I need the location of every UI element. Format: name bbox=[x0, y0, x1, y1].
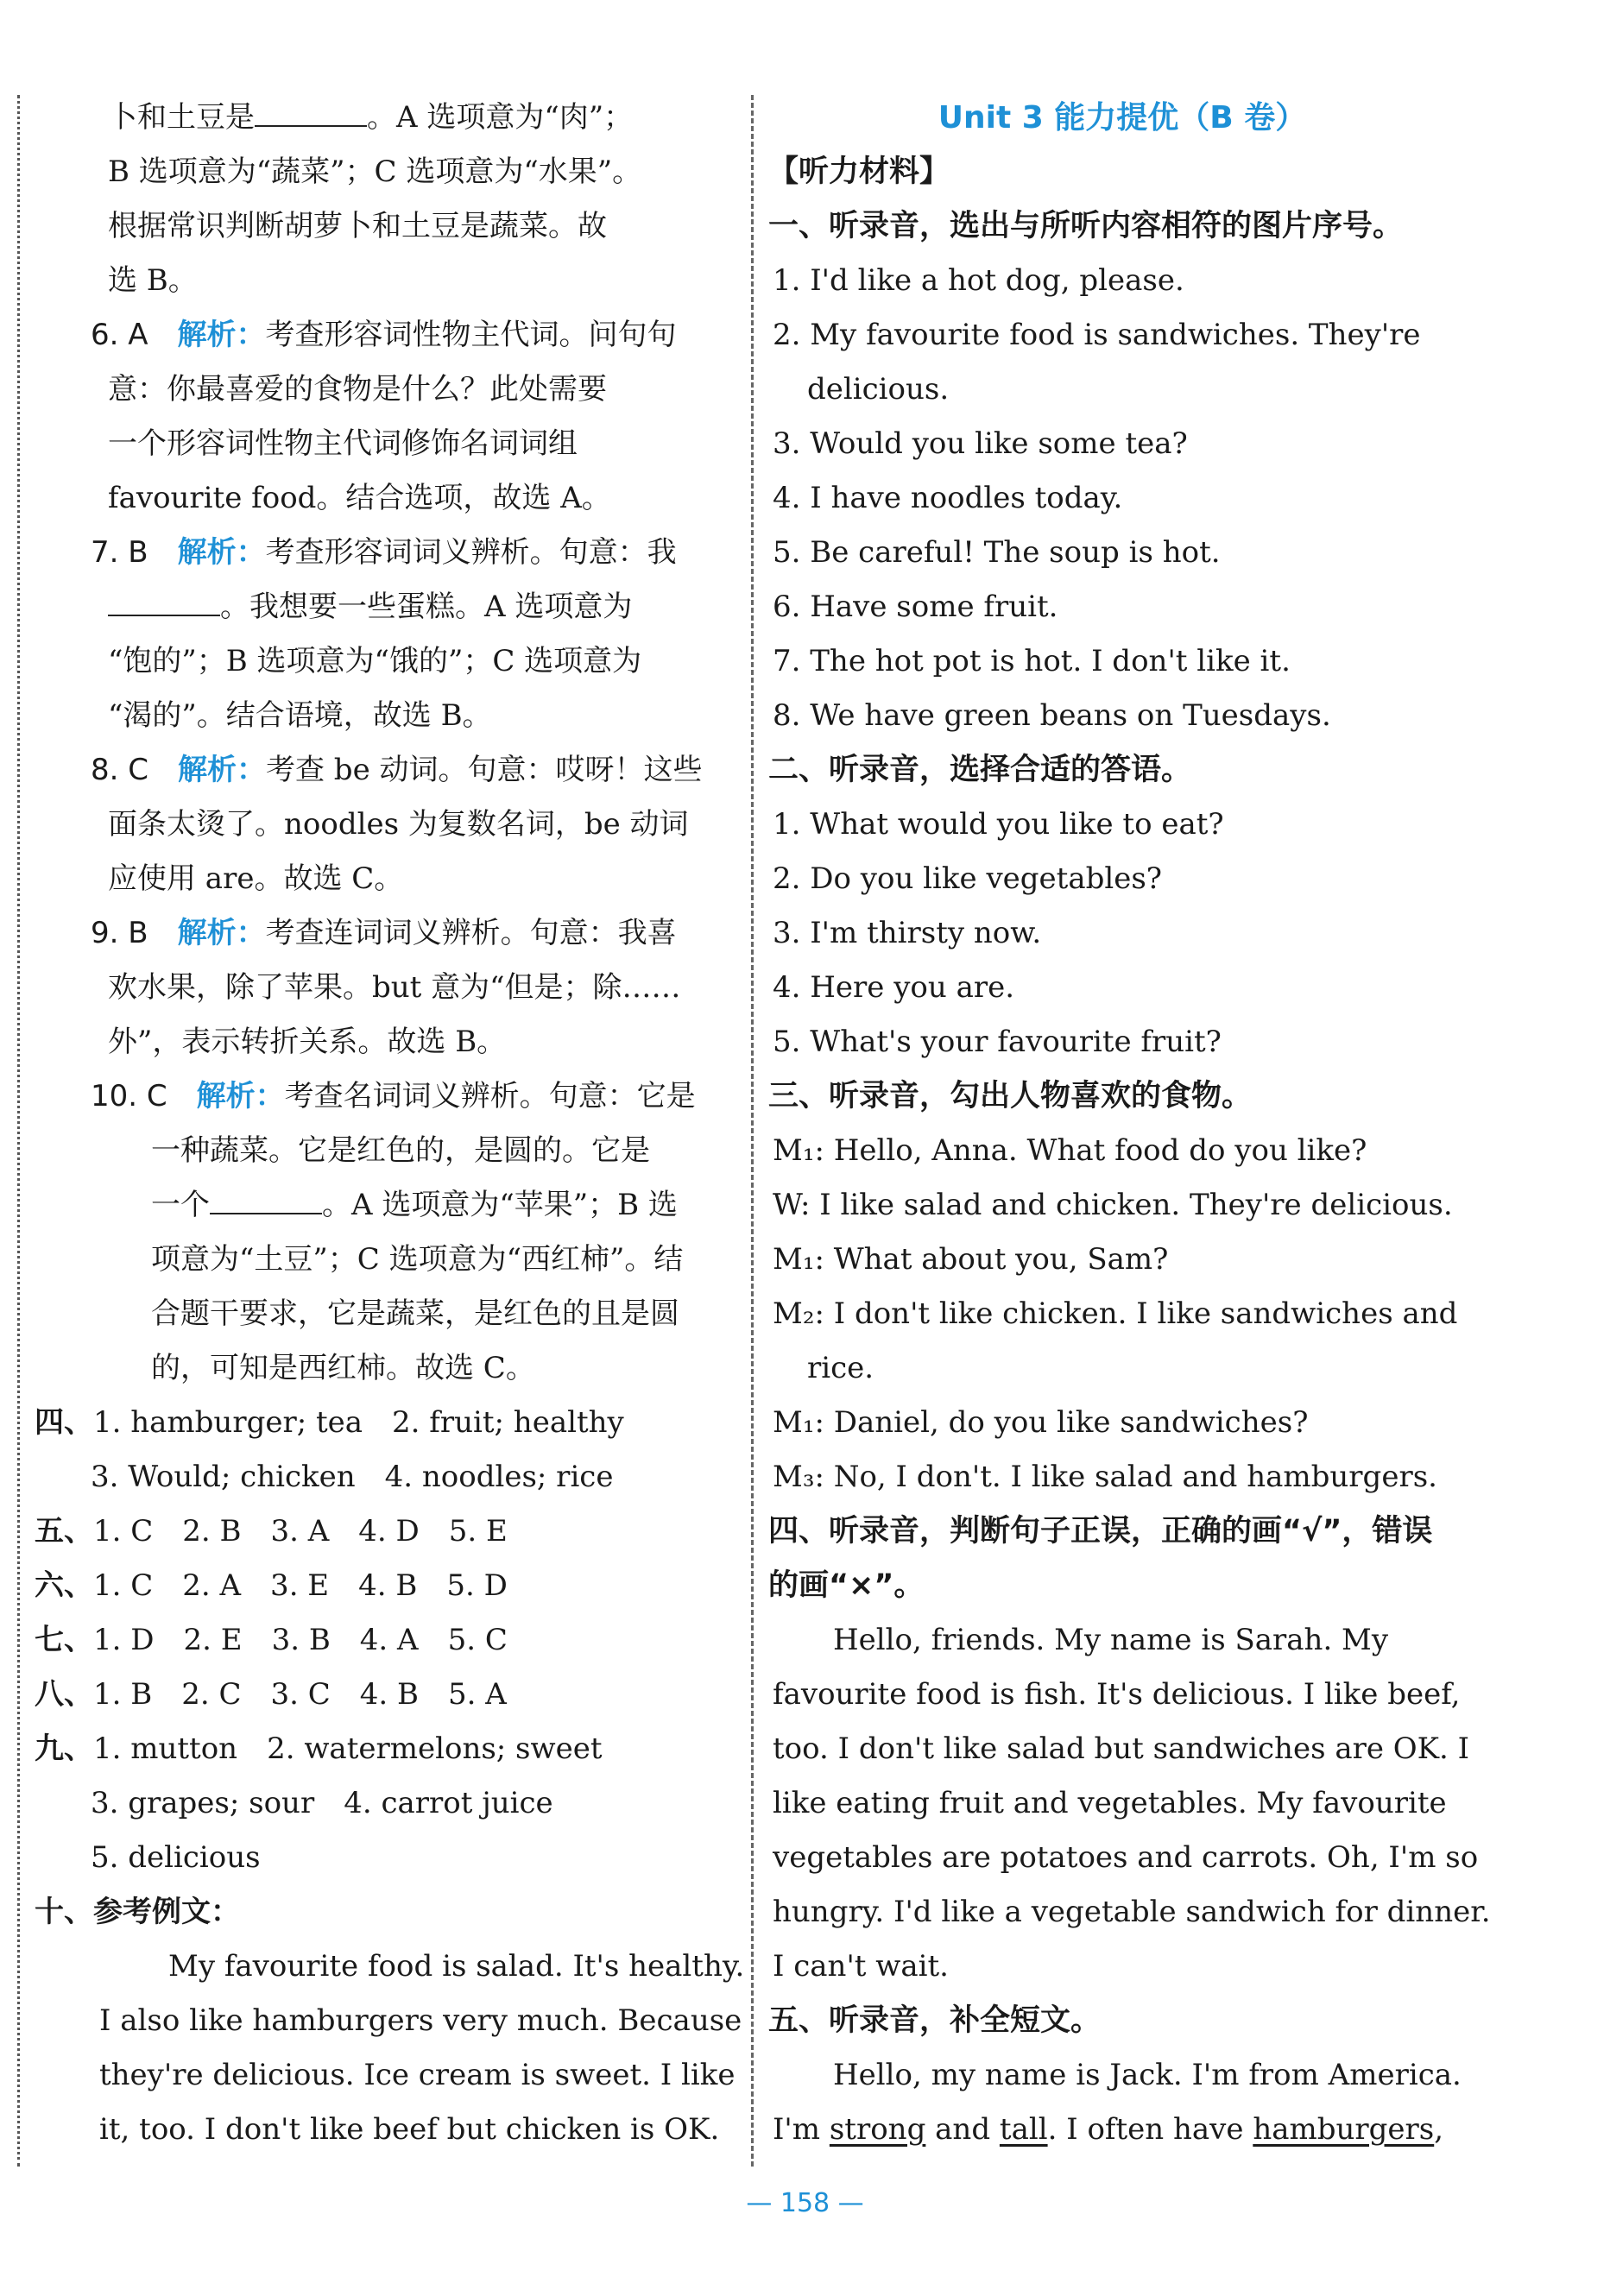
unit-title: Unit 3 能力提优（B 卷） bbox=[938, 100, 1307, 136]
q10-line-6: 的，可知是西红柿。故选 C。 bbox=[151, 1351, 535, 1385]
section-9-line-3: 5. delicious bbox=[91, 1840, 261, 1875]
essay-line-2: I also like hamburgers very much. Because bbox=[99, 2003, 742, 2038]
dialogue-line: M₃: No, I don't. I like salad and hamburgers. bbox=[773, 1460, 1437, 1494]
section-10-heading: 十、参考例文： bbox=[35, 1895, 240, 1929]
q8-line-3: 应使用 are。故选 C。 bbox=[108, 861, 404, 896]
passage-line: I can't wait. bbox=[773, 1949, 949, 1984]
part-1-item: 3. Would you like some tea? bbox=[773, 426, 1188, 461]
left-column bbox=[35, 91, 745, 2157]
dialogue-line: M₁: Hello, Anna. What food do you like? bbox=[773, 1133, 1367, 1168]
part-3-heading: 三、听录音，勾出人物喜欢的食物。 bbox=[768, 1079, 1253, 1113]
section-8: 八、1. B 2. C 3. C 4. B 5. A bbox=[35, 1677, 507, 1712]
section-4-line-2: 3. Would; chicken 4. noodles; rice bbox=[91, 1460, 614, 1494]
cloze-answer: strong bbox=[829, 2112, 926, 2147]
part-2-item: 3. I'm thirsty now. bbox=[773, 916, 1042, 950]
q10-line-5: 合题干要求，它是蔬菜，是红色的且是圆 bbox=[151, 1296, 679, 1331]
dialogue-line: W: I like salad and chicken. They're delicious. bbox=[773, 1188, 1453, 1222]
q10-line-1: 10. C 解析：考查名词词义辨析。句意：它是 bbox=[91, 1079, 696, 1113]
part-1-item-cont: delicious. bbox=[807, 372, 950, 407]
q10-line-4: 项意为“土豆”；C 选项意为“西红柿”。结 bbox=[151, 1242, 684, 1277]
page-number: — 158 — bbox=[746, 2188, 864, 2218]
passage-line: Hello, friends. My name is Sarah. My bbox=[833, 1623, 1389, 1657]
part-1-item: 2. My favourite food is sandwiches. They're bbox=[773, 318, 1421, 352]
part-1-heading: 一、听录音，选出与所听内容相符的图片序号。 bbox=[768, 209, 1404, 243]
q7-line-4: “渴的”。结合语境，故选 B。 bbox=[108, 698, 492, 733]
q6-line-1: 6. A 解析：考查形容词性物主代词。问句句 bbox=[91, 318, 677, 352]
part-1-item: 4. I have noodles today. bbox=[773, 481, 1123, 515]
answer-blank bbox=[255, 99, 367, 127]
column-divider bbox=[751, 95, 754, 2167]
passage-line: favourite food is fish. It's delicious. I like beef, bbox=[773, 1677, 1461, 1712]
passage-line: like eating fruit and vegetables. My favourite bbox=[773, 1786, 1447, 1820]
cloze-line-2: I'm strong and tall. I often have hamburgers, bbox=[773, 2112, 1444, 2147]
part-1-item: 1. I'd like a hot dog, please. bbox=[773, 263, 1184, 298]
q8-line-1: 8. C 解析：考查 be 动词。句意：哎呀！这些 bbox=[91, 753, 703, 787]
part-1-item: 7. The hot pot is hot. I don't like it. bbox=[773, 644, 1291, 678]
dialogue-line: M₁: Daniel, do you like sandwiches? bbox=[773, 1405, 1309, 1440]
cloze-answer: hamburgers bbox=[1253, 2112, 1435, 2147]
part-4-heading-line-2: 的画“×”。 bbox=[768, 1568, 925, 1603]
q9-line-1: 9. B 解析：考查连词词义辨析。句意：我喜 bbox=[91, 916, 677, 950]
part-2-item: 1. What would you like to eat? bbox=[773, 807, 1224, 842]
left-margin-rule bbox=[17, 95, 20, 2167]
part-4-heading-line-1: 四、听录音，判断句子正误，正确的画“√”，错误 bbox=[768, 1514, 1433, 1549]
part-5-heading: 五、听录音，补全短文。 bbox=[768, 2003, 1102, 2038]
dialogue-line: M₂: I don't like chicken. I like sandwiches and bbox=[773, 1296, 1458, 1331]
cloze-line-1: Hello, my name is Jack. I'm from America. bbox=[833, 2058, 1462, 2092]
section-4-line-1: 四、1. hamburger; tea 2. fruit; healthy bbox=[35, 1405, 624, 1440]
intro-line-1: 卜和土豆是 。A 选项意为“肉”； bbox=[108, 100, 634, 135]
q10-line-2: 一种蔬菜。它是红色的，是圆的。它是 bbox=[151, 1133, 650, 1168]
essay-line-1: My favourite food is salad. It's healthy. bbox=[168, 1949, 745, 1984]
q6-line-4: favourite food。结合选项，故选 A。 bbox=[108, 481, 611, 515]
passage-line: vegetables are potatoes and carrots. Oh, I'm so bbox=[773, 1840, 1479, 1875]
part-2-item: 5. What's your favourite fruit? bbox=[773, 1025, 1222, 1059]
section-5: 五、1. C 2. B 3. A 4. D 5. E bbox=[35, 1514, 508, 1549]
essay-line-3: they're delicious. Ice cream is sweet. I like bbox=[99, 2058, 736, 2092]
part-1-item: 6. Have some fruit. bbox=[773, 590, 1058, 624]
q8-line-2: 面条太烫了。noodles 为复数名词，be 动词 bbox=[108, 807, 689, 842]
right-column bbox=[768, 91, 1491, 2157]
part-2-item: 4. Here you are. bbox=[773, 970, 1015, 1005]
q7-line-1: 7. B 解析：考查形容词词义辨析。句意：我 bbox=[91, 535, 677, 570]
section-9-line-2: 3. grapes; sour 4. carrot juice bbox=[91, 1786, 553, 1820]
section-9-line-1: 九、1. mutton 2. watermelons; sweet bbox=[35, 1731, 603, 1766]
q7-line-2: 。我想要一些蛋糕。A 选项意为 bbox=[35, 580, 734, 634]
passage-line: too. I don't like salad but sandwiches are OK. I bbox=[773, 1731, 1470, 1766]
q6-line-3: 一个形容词性物主代词修饰名词词组 bbox=[108, 426, 578, 461]
passage-line: hungry. I'd like a vegetable sandwich for dinner. bbox=[773, 1895, 1491, 1929]
part-1-item: 5. Be careful! The soup is hot. bbox=[773, 535, 1221, 570]
section-7: 七、1. D 2. E 3. B 4. A 5. C bbox=[35, 1623, 508, 1657]
answer-blank bbox=[210, 1187, 322, 1214]
part-1-item: 8. We have green beans on Tuesdays. bbox=[773, 698, 1331, 733]
intro-line-4: 选 B。 bbox=[108, 263, 198, 298]
dialogue-line-cont: rice. bbox=[807, 1351, 874, 1385]
section-6: 六、1. C 2. A 3. E 4. B 5. D bbox=[35, 1568, 508, 1603]
part-2-item: 2. Do you like vegetables? bbox=[773, 861, 1163, 896]
intro-line-3: 根据常识判断胡萝卜和土豆是蔬菜。故 bbox=[108, 209, 607, 243]
cloze-answer: tall bbox=[999, 2112, 1048, 2147]
answer-blank bbox=[108, 589, 220, 616]
q6-line-2: 意：你最喜爱的食物是什么？此处需要 bbox=[108, 372, 607, 407]
q9-line-2: 欢水果，除了苹果。but 意为“但是；除…… bbox=[108, 970, 681, 1005]
intro-line-2: B 选项意为“蔬菜”；C 选项意为“水果”。 bbox=[108, 155, 642, 189]
q9-line-3: 外”，表示转折关系。故选 B。 bbox=[108, 1025, 507, 1059]
dialogue-line: M₁: What about you, Sam? bbox=[773, 1242, 1169, 1277]
listening-material-heading: 【听力材料】 bbox=[768, 155, 950, 189]
q10-line-3: 一个 。A 选项意为“苹果”；B 选 bbox=[151, 1188, 678, 1222]
q7-line-3: “饱的”；B 选项意为“饿的”；C 选项意为 bbox=[108, 644, 642, 678]
part-2-heading: 二、听录音，选择合适的答语。 bbox=[768, 753, 1192, 787]
essay-line-4: it, too. I don't like beef but chicken is OK. bbox=[99, 2112, 720, 2147]
